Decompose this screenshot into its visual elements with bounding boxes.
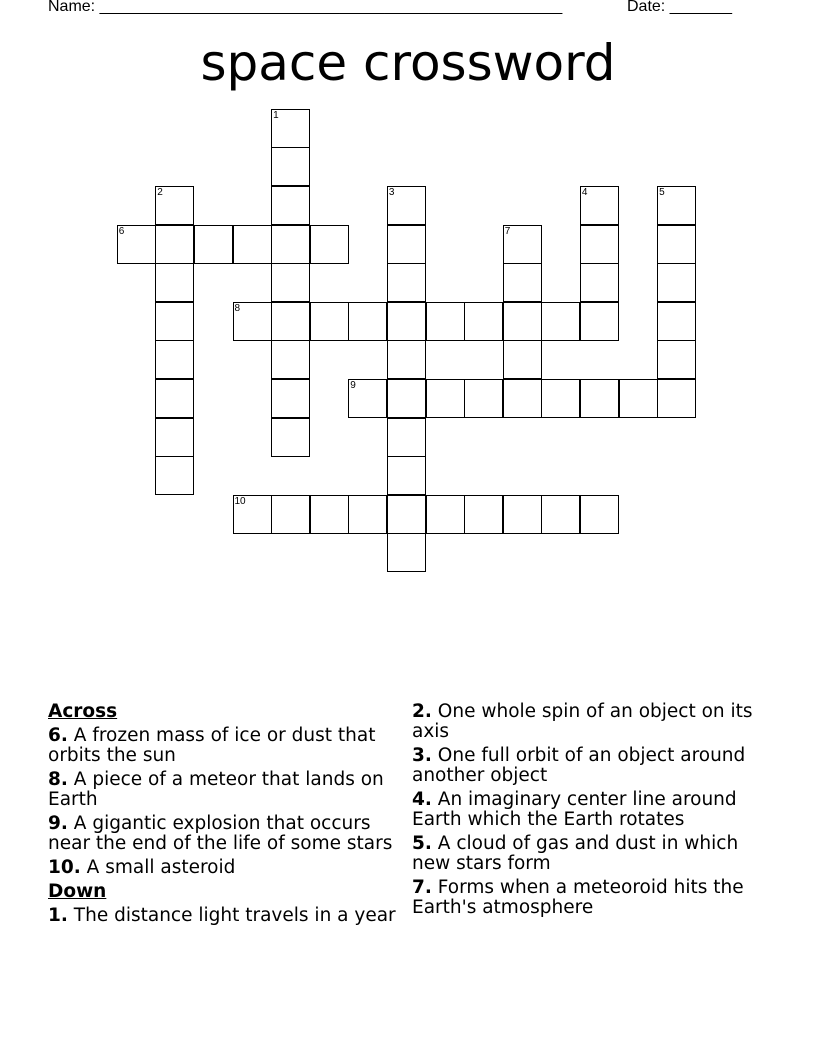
crossword-cell[interactable]	[233, 495, 272, 534]
clue-number: 9.	[48, 813, 68, 834]
clue-number: 3.	[412, 745, 432, 766]
crossword-cell[interactable]	[387, 186, 426, 225]
crossword-cell[interactable]	[541, 379, 580, 418]
crossword-cell[interactable]	[155, 263, 194, 302]
clue-text: A piece of a meteor that lands on Earth	[48, 769, 384, 810]
crossword-cell[interactable]	[155, 302, 194, 341]
crossword-cell[interactable]	[271, 418, 310, 457]
clue-text: The distance light travels in a year	[73, 905, 396, 926]
crossword-cell[interactable]	[503, 340, 542, 379]
crossword-cell[interactable]	[387, 533, 426, 572]
clue-number: 4.	[412, 789, 432, 810]
crossword-cell[interactable]	[271, 379, 310, 418]
crossword-cell[interactable]	[155, 456, 194, 495]
clue-across-8	[48, 770, 408, 810]
name-field-label: Name: ____________________________________________________	[48, 0, 563, 15]
clue-number-label: 4	[581, 187, 588, 198]
crossword-cell[interactable]	[541, 302, 580, 341]
crossword-cell[interactable]	[310, 225, 349, 264]
crossword-cell[interactable]	[657, 225, 696, 264]
clue-text: Forms when a meteoroid hits the Earth's atmosphere	[412, 877, 744, 918]
crossword-cell[interactable]	[580, 263, 619, 302]
crossword-cell[interactable]	[271, 147, 310, 186]
crossword-cell[interactable]	[464, 379, 503, 418]
crossword-cell[interactable]	[310, 495, 349, 534]
crossword-cell[interactable]	[155, 379, 194, 418]
crossword-cell[interactable]	[155, 225, 194, 264]
crossword-cell[interactable]	[387, 340, 426, 379]
clue-number: 2.	[412, 701, 432, 722]
clue-text: A gigantic explosion that occurs near the end of the life of some stars	[48, 813, 393, 854]
crossword-cell[interactable]	[155, 418, 194, 457]
clue-number-label: 3	[388, 187, 395, 198]
crossword-cell[interactable]	[155, 340, 194, 379]
clue-number-label: 2	[157, 187, 163, 198]
clue-number-label: 6	[118, 225, 125, 237]
crossword-cell[interactable]	[657, 263, 696, 302]
clue-number-label: 9	[350, 380, 356, 391]
crossword-cell[interactable]	[464, 495, 503, 534]
crossword-cell[interactable]	[233, 225, 272, 264]
clue-down-5	[412, 834, 768, 874]
crossword-cell[interactable]	[503, 302, 542, 341]
crossword-cell[interactable]	[657, 302, 696, 341]
clue-number: 8.	[48, 769, 68, 790]
crossword-cell[interactable]	[387, 418, 426, 457]
down-heading: Down	[48, 881, 107, 902]
crossword-cell[interactable]	[271, 302, 310, 341]
crossword-cell[interactable]	[271, 495, 310, 534]
clue-number: 5.	[412, 833, 432, 854]
crossword-cell[interactable]	[580, 302, 619, 341]
clue-number-label: 5	[659, 187, 665, 198]
crossword-cell[interactable]	[580, 495, 619, 534]
crossword-cell[interactable]	[348, 302, 387, 341]
clue-down-7	[412, 878, 768, 918]
crossword-cell[interactable]	[426, 495, 465, 534]
crossword-cell[interactable]	[271, 340, 310, 379]
crossword-cell[interactable]	[310, 302, 349, 341]
clue-number: 10.	[48, 857, 81, 878]
crossword-cell[interactable]	[348, 379, 387, 418]
clue-text: A cloud of gas and dust in which new stars form	[412, 833, 739, 874]
clue-number-label: 10	[234, 495, 246, 507]
clue-number: 6.	[48, 725, 68, 746]
clue-number-label: 8	[234, 302, 241, 314]
clue-down-1	[48, 906, 408, 926]
crossword-cell[interactable]	[657, 340, 696, 379]
clue-text: One full orbit of an object around another object	[412, 745, 746, 786]
clue-text: A small asteroid	[86, 857, 236, 878]
crossword-cell[interactable]	[271, 225, 310, 264]
crossword-cell[interactable]	[387, 225, 426, 264]
crossword-cell[interactable]	[580, 379, 619, 418]
clues-column-right	[412, 702, 768, 922]
crossword-cell[interactable]	[387, 263, 426, 302]
clue-number: 7.	[412, 877, 432, 898]
clue-down-2	[412, 702, 768, 742]
crossword-cell[interactable]	[580, 225, 619, 264]
clue-across-6	[48, 726, 408, 766]
clue-text: A frozen mass of ice or dust that orbits the sun	[48, 725, 376, 766]
clue-down-3	[412, 746, 768, 786]
crossword-cell[interactable]	[271, 263, 310, 302]
crossword-cell[interactable]	[657, 379, 696, 418]
page-title: space crossword	[200, 34, 616, 92]
crossword-cell[interactable]	[348, 495, 387, 534]
crossword-cell[interactable]	[387, 302, 426, 341]
clue-number-label: 7	[504, 225, 511, 237]
crossword-cell[interactable]	[657, 186, 696, 225]
crossword-cell[interactable]	[541, 495, 580, 534]
crossword-cell[interactable]	[387, 456, 426, 495]
crossword-cell[interactable]	[426, 379, 465, 418]
across-heading: Across	[48, 701, 118, 722]
crossword-cell[interactable]	[503, 225, 542, 264]
crossword-cell[interactable]	[387, 495, 426, 534]
clues-column-left	[48, 702, 408, 930]
crossword-cell[interactable]	[503, 263, 542, 302]
crossword-cell[interactable]	[503, 495, 542, 534]
crossword-cell[interactable]	[464, 302, 503, 341]
crossword-cell[interactable]	[271, 109, 310, 148]
clue-text: One whole spin of an object on its axis	[412, 701, 753, 742]
crossword-cell[interactable]	[387, 379, 426, 418]
crossword-cell[interactable]	[194, 225, 233, 264]
clue-text: An imaginary center line around Earth which the Earth rotates	[412, 789, 737, 830]
crossword-cell[interactable]	[271, 186, 310, 225]
crossword-cell[interactable]	[117, 225, 156, 264]
date-field-label: Date: _______	[627, 0, 732, 15]
crossword-cell[interactable]	[619, 379, 658, 418]
crossword-cell[interactable]	[426, 302, 465, 341]
clue-number-label: 1	[273, 109, 279, 121]
crossword-cell[interactable]	[503, 379, 542, 418]
crossword-cell[interactable]	[580, 186, 619, 225]
crossword-cell[interactable]	[233, 302, 272, 341]
clue-across-10	[48, 858, 408, 878]
clue-number: 1.	[48, 905, 68, 926]
clue-down-4	[412, 790, 768, 830]
crossword-cell[interactable]	[155, 186, 194, 225]
clue-across-9	[48, 814, 408, 854]
